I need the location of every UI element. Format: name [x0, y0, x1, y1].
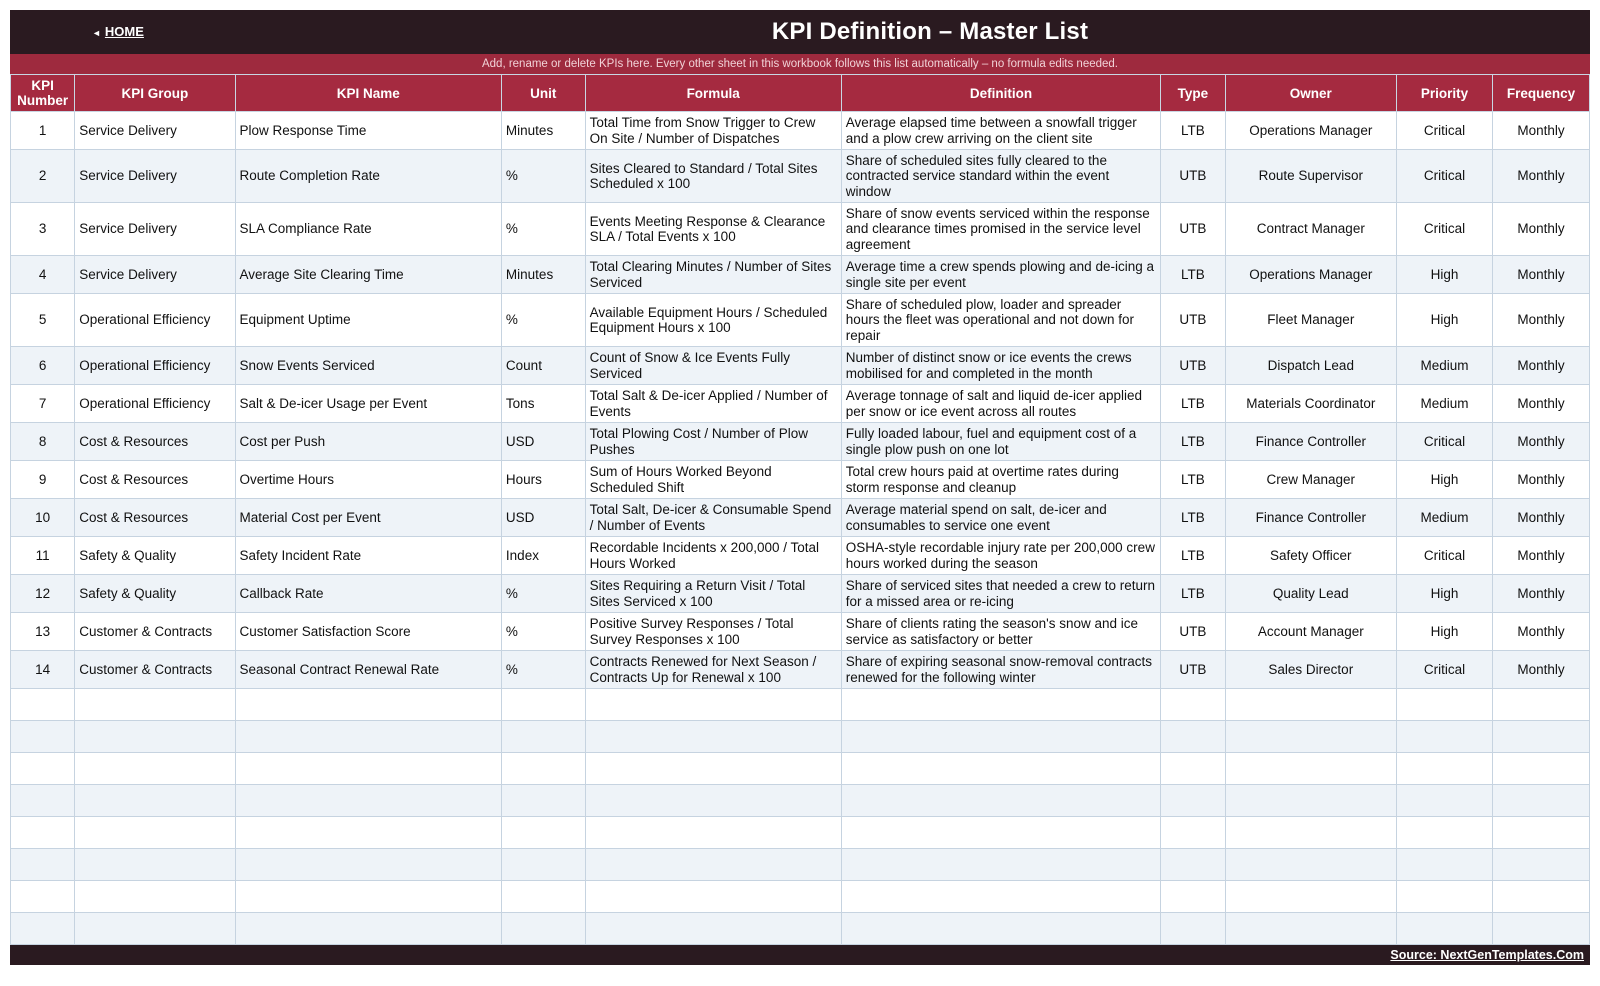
- empty-cell[interactable]: [1397, 689, 1493, 721]
- empty-cell[interactable]: [1397, 753, 1493, 785]
- empty-cell[interactable]: [501, 817, 585, 849]
- table-row: [11, 112, 1590, 150]
- empty-row: [11, 785, 1590, 817]
- table-row: [11, 423, 1590, 461]
- cell-type[interactable]: LTB: [1161, 575, 1225, 613]
- empty-cell[interactable]: [75, 721, 235, 753]
- cell-formula[interactable]: Events Meeting Response & Clearance SLA / Total Events x 100: [585, 203, 841, 256]
- empty-cell[interactable]: [11, 721, 75, 753]
- empty-cell[interactable]: [841, 849, 1160, 881]
- cell-definition[interactable]: Fully loaded labour, fuel and equipment cost of a single plow push on one lot: [841, 423, 1160, 461]
- empty-cell[interactable]: [235, 881, 501, 913]
- empty-cell[interactable]: [1397, 721, 1493, 753]
- cell-definition[interactable]: Average material spend on salt, de-icer and consumables to service one event: [841, 499, 1160, 537]
- cell-owner[interactable]: Operations Manager: [1225, 112, 1396, 150]
- cell-formula[interactable]: Sites Cleared to Standard / Total Sites Scheduled x 100: [585, 150, 841, 203]
- cell-frequency[interactable]: Monthly: [1492, 203, 1589, 256]
- cell-formula[interactable]: Total Clearing Minutes / Number of Sites Serviced: [585, 256, 841, 294]
- cell-kpi-group[interactable]: Service Delivery: [75, 112, 235, 150]
- cell-kpi-name[interactable]: Seasonal Contract Renewal Rate: [235, 651, 501, 689]
- empty-cell[interactable]: [11, 881, 75, 913]
- empty-cell[interactable]: [75, 785, 235, 817]
- cell-kpi-group[interactable]: Safety & Quality: [75, 575, 235, 613]
- cell-owner[interactable]: Contract Manager: [1225, 203, 1396, 256]
- cell-formula[interactable]: Total Plowing Cost / Number of Plow Pushes: [585, 423, 841, 461]
- empty-cell[interactable]: [235, 817, 501, 849]
- cell-definition[interactable]: Share of clients rating the season's snow and ice service as satisfactory or better: [841, 613, 1160, 651]
- cell-kpi-number[interactable]: 9: [11, 461, 75, 499]
- cell-type[interactable]: LTB: [1161, 499, 1225, 537]
- cell-owner[interactable]: Quality Lead: [1225, 575, 1396, 613]
- table-row: [11, 499, 1590, 537]
- empty-cell[interactable]: [501, 721, 585, 753]
- cell-owner[interactable]: Operations Manager: [1225, 256, 1396, 294]
- empty-cell[interactable]: [11, 913, 75, 945]
- cell-formula[interactable]: Total Salt & De-icer Applied / Number of Events: [585, 385, 841, 423]
- cell-formula[interactable]: Total Salt, De-icer & Consumable Spend / Number of Events: [585, 499, 841, 537]
- empty-cell[interactable]: [1492, 817, 1589, 849]
- cell-owner[interactable]: Finance Controller: [1225, 423, 1396, 461]
- cell-frequency[interactable]: Monthly: [1492, 651, 1589, 689]
- cell-unit[interactable]: %: [501, 575, 585, 613]
- cell-priority[interactable]: Critical: [1397, 150, 1493, 203]
- column-header-kpi-number[interactable]: KPI Number: [11, 75, 75, 112]
- cell-formula[interactable]: Available Equipment Hours / Scheduled Equipment Hours x 100: [585, 294, 841, 347]
- cell-type[interactable]: LTB: [1161, 461, 1225, 499]
- empty-cell[interactable]: [235, 913, 501, 945]
- empty-cell[interactable]: [1397, 913, 1493, 945]
- empty-cell[interactable]: [75, 849, 235, 881]
- kpi-table-body: [11, 112, 1590, 945]
- cell-frequency[interactable]: Monthly: [1492, 385, 1589, 423]
- sheet: [10, 10, 1590, 945]
- empty-cell[interactable]: [1161, 849, 1225, 881]
- cell-unit[interactable]: %: [501, 150, 585, 203]
- empty-cell[interactable]: [235, 721, 501, 753]
- empty-cell[interactable]: [585, 817, 841, 849]
- cell-unit[interactable]: Tons: [501, 385, 585, 423]
- cell-kpi-number[interactable]: 6: [11, 347, 75, 385]
- cell-frequency[interactable]: Monthly: [1492, 461, 1589, 499]
- table-row: [11, 150, 1590, 203]
- empty-cell[interactable]: [1492, 913, 1589, 945]
- empty-cell[interactable]: [1492, 689, 1589, 721]
- cell-kpi-number[interactable]: 1: [11, 112, 75, 150]
- cell-kpi-name[interactable]: Cost per Push: [235, 423, 501, 461]
- back-arrow-icon: ◄: [92, 28, 101, 38]
- empty-cell[interactable]: [841, 785, 1160, 817]
- cell-formula[interactable]: Contracts Renewed for Next Season / Contracts Up for Renewal x 100: [585, 651, 841, 689]
- cell-definition[interactable]: Number of distinct snow or ice events the crews mobilised for and completed in the month: [841, 347, 1160, 385]
- cell-formula[interactable]: Positive Survey Responses / Total Survey Responses x 100: [585, 613, 841, 651]
- cell-kpi-group[interactable]: Cost & Resources: [75, 499, 235, 537]
- empty-cell[interactable]: [75, 913, 235, 945]
- empty-row: [11, 817, 1590, 849]
- cell-owner[interactable]: Crew Manager: [1225, 461, 1396, 499]
- cell-unit[interactable]: %: [501, 294, 585, 347]
- cell-type[interactable]: LTB: [1161, 112, 1225, 150]
- empty-cell[interactable]: [1397, 881, 1493, 913]
- table-row: [11, 461, 1590, 499]
- column-header-owner[interactable]: Owner: [1225, 75, 1396, 112]
- cell-kpi-number[interactable]: 4: [11, 256, 75, 294]
- column-header-definition[interactable]: Definition: [841, 75, 1160, 112]
- cell-kpi-number[interactable]: 7: [11, 385, 75, 423]
- empty-cell[interactable]: [1161, 753, 1225, 785]
- cell-priority[interactable]: High: [1397, 461, 1493, 499]
- empty-cell[interactable]: [1161, 689, 1225, 721]
- cell-definition[interactable]: Average time a crew spends plowing and de-icing a single site per event: [841, 256, 1160, 294]
- cell-kpi-group[interactable]: Operational Efficiency: [75, 294, 235, 347]
- cell-owner[interactable]: Account Manager: [1225, 613, 1396, 651]
- cell-kpi-name[interactable]: Equipment Uptime: [235, 294, 501, 347]
- cell-type[interactable]: UTB: [1161, 347, 1225, 385]
- cell-kpi-name[interactable]: Average Site Clearing Time: [235, 256, 501, 294]
- cell-priority[interactable]: Critical: [1397, 423, 1493, 461]
- cell-definition[interactable]: Share of scheduled plow, loader and spreader hours the fleet was operational and not down for repair: [841, 294, 1160, 347]
- cell-priority[interactable]: Critical: [1397, 651, 1493, 689]
- table-row: [11, 294, 1590, 347]
- empty-cell[interactable]: [1225, 689, 1396, 721]
- empty-cell[interactable]: [1225, 785, 1396, 817]
- table-row: [11, 347, 1590, 385]
- cell-kpi-name[interactable]: Salt & De-icer Usage per Event: [235, 385, 501, 423]
- empty-cell[interactable]: [501, 753, 585, 785]
- empty-cell[interactable]: [1225, 753, 1396, 785]
- cell-priority[interactable]: High: [1397, 294, 1493, 347]
- cell-owner[interactable]: Route Supervisor: [1225, 150, 1396, 203]
- empty-cell[interactable]: [1492, 849, 1589, 881]
- cell-owner[interactable]: Finance Controller: [1225, 499, 1396, 537]
- empty-row: [11, 913, 1590, 945]
- empty-cell[interactable]: [501, 785, 585, 817]
- cell-kpi-group[interactable]: Service Delivery: [75, 203, 235, 256]
- cell-kpi-name[interactable]: Customer Satisfaction Score: [235, 613, 501, 651]
- cell-kpi-group[interactable]: Safety & Quality: [75, 537, 235, 575]
- empty-cell[interactable]: [235, 753, 501, 785]
- cell-frequency[interactable]: Monthly: [1492, 423, 1589, 461]
- cell-frequency[interactable]: Monthly: [1492, 575, 1589, 613]
- cell-definition[interactable]: Share of scheduled sites fully cleared to the contracted service standard within the event window: [841, 150, 1160, 203]
- cell-type[interactable]: UTB: [1161, 203, 1225, 256]
- cell-kpi-group[interactable]: Operational Efficiency: [75, 385, 235, 423]
- cell-priority[interactable]: Medium: [1397, 385, 1493, 423]
- empty-row: [11, 849, 1590, 881]
- column-header-priority[interactable]: Priority: [1397, 75, 1493, 112]
- empty-cell[interactable]: [1492, 721, 1589, 753]
- cell-unit[interactable]: USD: [501, 423, 585, 461]
- empty-cell[interactable]: [1225, 721, 1396, 753]
- cell-kpi-name[interactable]: Plow Response Time: [235, 112, 501, 150]
- empty-cell[interactable]: [1397, 785, 1493, 817]
- cell-type[interactable]: UTB: [1161, 294, 1225, 347]
- cell-kpi-number[interactable]: 13: [11, 613, 75, 651]
- empty-cell[interactable]: [1225, 849, 1396, 881]
- cell-kpi-name[interactable]: SLA Compliance Rate: [235, 203, 501, 256]
- cell-frequency[interactable]: Monthly: [1492, 256, 1589, 294]
- footer-bar: [10, 945, 1590, 965]
- cell-kpi-group[interactable]: Customer & Contracts: [75, 613, 235, 651]
- cell-kpi-name[interactable]: Callback Rate: [235, 575, 501, 613]
- table-row: [11, 256, 1590, 294]
- cell-unit[interactable]: %: [501, 203, 585, 256]
- cell-formula[interactable]: Sites Requiring a Return Visit / Total Sites Serviced x 100: [585, 575, 841, 613]
- kpi-table: [10, 74, 1590, 945]
- cell-type[interactable]: LTB: [1161, 256, 1225, 294]
- table-row: [11, 651, 1590, 689]
- cell-definition[interactable]: Share of serviced sites that needed a crew to return for a missed area or re-icing: [841, 575, 1160, 613]
- cell-type[interactable]: UTB: [1161, 613, 1225, 651]
- empty-cell[interactable]: [75, 689, 235, 721]
- cell-kpi-group[interactable]: Service Delivery: [75, 256, 235, 294]
- empty-cell[interactable]: [75, 753, 235, 785]
- empty-cell[interactable]: [585, 913, 841, 945]
- empty-cell[interactable]: [841, 913, 1160, 945]
- cell-frequency[interactable]: Monthly: [1492, 613, 1589, 651]
- empty-cell[interactable]: [501, 689, 585, 721]
- cell-kpi-group[interactable]: Cost & Resources: [75, 423, 235, 461]
- home-label: HOME: [104, 24, 144, 39]
- cell-type[interactable]: UTB: [1161, 651, 1225, 689]
- cell-priority[interactable]: Medium: [1397, 347, 1493, 385]
- source-link[interactable]: Source: NextGenTemplates.Com: [1390, 948, 1584, 962]
- cell-definition[interactable]: OSHA-style recordable injury rate per 200,000 crew hours worked during the season: [841, 537, 1160, 575]
- cell-kpi-group[interactable]: Cost & Resources: [75, 461, 235, 499]
- empty-row: [11, 689, 1590, 721]
- column-header-kpi-group[interactable]: KPI Group: [75, 75, 235, 112]
- empty-cell[interactable]: [1161, 913, 1225, 945]
- cell-kpi-group[interactable]: Service Delivery: [75, 150, 235, 203]
- empty-cell[interactable]: [75, 817, 235, 849]
- empty-cell[interactable]: [1225, 913, 1396, 945]
- title-bar: [10, 10, 1590, 54]
- cell-unit[interactable]: Index: [501, 537, 585, 575]
- empty-cell[interactable]: [1492, 881, 1589, 913]
- subtitle-bar: Add, rename or delete KPIs here. Every other sheet in this workbook follows this list automatically – no formula edits needed.: [10, 54, 1590, 74]
- cell-priority[interactable]: Critical: [1397, 537, 1493, 575]
- cell-kpi-number[interactable]: 8: [11, 423, 75, 461]
- empty-cell[interactable]: [585, 849, 841, 881]
- column-header-kpi-name[interactable]: KPI Name: [235, 75, 501, 112]
- cell-kpi-name[interactable]: Overtime Hours: [235, 461, 501, 499]
- empty-cell[interactable]: [585, 689, 841, 721]
- cell-owner[interactable]: Materials Coordinator: [1225, 385, 1396, 423]
- cell-priority[interactable]: High: [1397, 575, 1493, 613]
- cell-formula[interactable]: Total Time from Snow Trigger to Crew On Site / Number of Dispatches: [585, 112, 841, 150]
- column-header-type[interactable]: Type: [1161, 75, 1225, 112]
- cell-kpi-number[interactable]: 10: [11, 499, 75, 537]
- cell-kpi-number[interactable]: 12: [11, 575, 75, 613]
- cell-formula[interactable]: Count of Snow & Ice Events Fully Serviced: [585, 347, 841, 385]
- empty-cell[interactable]: [1397, 817, 1493, 849]
- empty-cell[interactable]: [585, 785, 841, 817]
- cell-unit[interactable]: Count: [501, 347, 585, 385]
- cell-kpi-name[interactable]: Route Completion Rate: [235, 150, 501, 203]
- cell-priority[interactable]: Critical: [1397, 203, 1493, 256]
- empty-cell[interactable]: [235, 689, 501, 721]
- cell-formula[interactable]: Sum of Hours Worked Beyond Scheduled Shift: [585, 461, 841, 499]
- empty-cell[interactable]: [1161, 721, 1225, 753]
- empty-cell[interactable]: [841, 689, 1160, 721]
- cell-type[interactable]: LTB: [1161, 423, 1225, 461]
- empty-cell[interactable]: [841, 817, 1160, 849]
- column-header-unit[interactable]: Unit: [501, 75, 585, 112]
- cell-definition[interactable]: Share of snow events serviced within the response and clearance times promised in the service level agreement: [841, 203, 1160, 256]
- empty-cell[interactable]: [11, 849, 75, 881]
- cell-kpi-group[interactable]: Customer & Contracts: [75, 651, 235, 689]
- cell-type[interactable]: LTB: [1161, 385, 1225, 423]
- empty-cell[interactable]: [1225, 817, 1396, 849]
- empty-cell[interactable]: [585, 753, 841, 785]
- cell-unit[interactable]: %: [501, 651, 585, 689]
- cell-frequency[interactable]: Monthly: [1492, 150, 1589, 203]
- cell-owner[interactable]: Dispatch Lead: [1225, 347, 1396, 385]
- empty-cell[interactable]: [1397, 849, 1493, 881]
- empty-row: [11, 753, 1590, 785]
- page-title: KPI Definition – Master List: [771, 18, 1089, 45]
- cell-unit[interactable]: %: [501, 613, 585, 651]
- cell-owner[interactable]: Fleet Manager: [1225, 294, 1396, 347]
- empty-cell[interactable]: [585, 881, 841, 913]
- empty-cell[interactable]: [501, 849, 585, 881]
- cell-kpi-number[interactable]: 14: [11, 651, 75, 689]
- cell-owner[interactable]: Safety Officer: [1225, 537, 1396, 575]
- table-row: [11, 575, 1590, 613]
- empty-cell[interactable]: [11, 689, 75, 721]
- table-row: [11, 537, 1590, 575]
- cell-kpi-name[interactable]: Safety Incident Rate: [235, 537, 501, 575]
- cell-unit[interactable]: USD: [501, 499, 585, 537]
- empty-cell[interactable]: [1161, 881, 1225, 913]
- cell-priority[interactable]: High: [1397, 613, 1493, 651]
- cell-frequency[interactable]: Monthly: [1492, 112, 1589, 150]
- cell-type[interactable]: LTB: [1161, 537, 1225, 575]
- cell-priority[interactable]: High: [1397, 256, 1493, 294]
- cell-kpi-number[interactable]: 3: [11, 203, 75, 256]
- cell-frequency[interactable]: Monthly: [1492, 499, 1589, 537]
- empty-cell[interactable]: [11, 785, 75, 817]
- empty-cell[interactable]: [1225, 881, 1396, 913]
- cell-owner[interactable]: Sales Director: [1225, 651, 1396, 689]
- empty-cell[interactable]: [841, 753, 1160, 785]
- cell-definition[interactable]: Average elapsed time between a snowfall trigger and a plow crew arriving on the client site: [841, 112, 1160, 150]
- empty-cell[interactable]: [75, 881, 235, 913]
- empty-cell[interactable]: [11, 753, 75, 785]
- cell-kpi-name[interactable]: Snow Events Serviced: [235, 347, 501, 385]
- empty-row: [11, 721, 1590, 753]
- cell-frequency[interactable]: Monthly: [1492, 294, 1589, 347]
- column-header-frequency[interactable]: Frequency: [1492, 75, 1589, 112]
- empty-cell[interactable]: [235, 785, 501, 817]
- table-row: [11, 613, 1590, 651]
- empty-cell[interactable]: [841, 721, 1160, 753]
- cell-formula[interactable]: Recordable Incidents x 200,000 / Total Hours Worked: [585, 537, 841, 575]
- empty-cell[interactable]: [1161, 817, 1225, 849]
- empty-cell[interactable]: [1492, 753, 1589, 785]
- table-row: [11, 385, 1590, 423]
- cell-definition[interactable]: Average tonnage of salt and liquid de-icer applied per snow or ice event across all routes: [841, 385, 1160, 423]
- cell-kpi-number[interactable]: 2: [11, 150, 75, 203]
- cell-kpi-group[interactable]: Operational Efficiency: [75, 347, 235, 385]
- cell-definition[interactable]: Total crew hours paid at overtime rates during storm response and cleanup: [841, 461, 1160, 499]
- empty-cell[interactable]: [501, 913, 585, 945]
- cell-priority[interactable]: Critical: [1397, 112, 1493, 150]
- empty-cell[interactable]: [501, 881, 585, 913]
- cell-frequency[interactable]: Monthly: [1492, 347, 1589, 385]
- cell-type[interactable]: UTB: [1161, 150, 1225, 203]
- cell-kpi-name[interactable]: Material Cost per Event: [235, 499, 501, 537]
- cell-unit[interactable]: Minutes: [501, 256, 585, 294]
- empty-cell[interactable]: [1161, 785, 1225, 817]
- cell-kpi-number[interactable]: 5: [11, 294, 75, 347]
- table-row: [11, 203, 1590, 256]
- empty-row: [11, 881, 1590, 913]
- empty-cell[interactable]: [235, 849, 501, 881]
- cell-unit[interactable]: Minutes: [501, 112, 585, 150]
- cell-kpi-number[interactable]: 11: [11, 537, 75, 575]
- cell-priority[interactable]: Medium: [1397, 499, 1493, 537]
- cell-unit[interactable]: Hours: [501, 461, 585, 499]
- header-row: [11, 75, 1590, 112]
- empty-cell[interactable]: [1492, 785, 1589, 817]
- column-header-formula[interactable]: Formula: [585, 75, 841, 112]
- cell-frequency[interactable]: Monthly: [1492, 537, 1589, 575]
- cell-definition[interactable]: Share of expiring seasonal snow-removal contracts renewed for the following winter: [841, 651, 1160, 689]
- empty-cell[interactable]: [841, 881, 1160, 913]
- empty-cell[interactable]: [585, 721, 841, 753]
- empty-cell[interactable]: [11, 817, 75, 849]
